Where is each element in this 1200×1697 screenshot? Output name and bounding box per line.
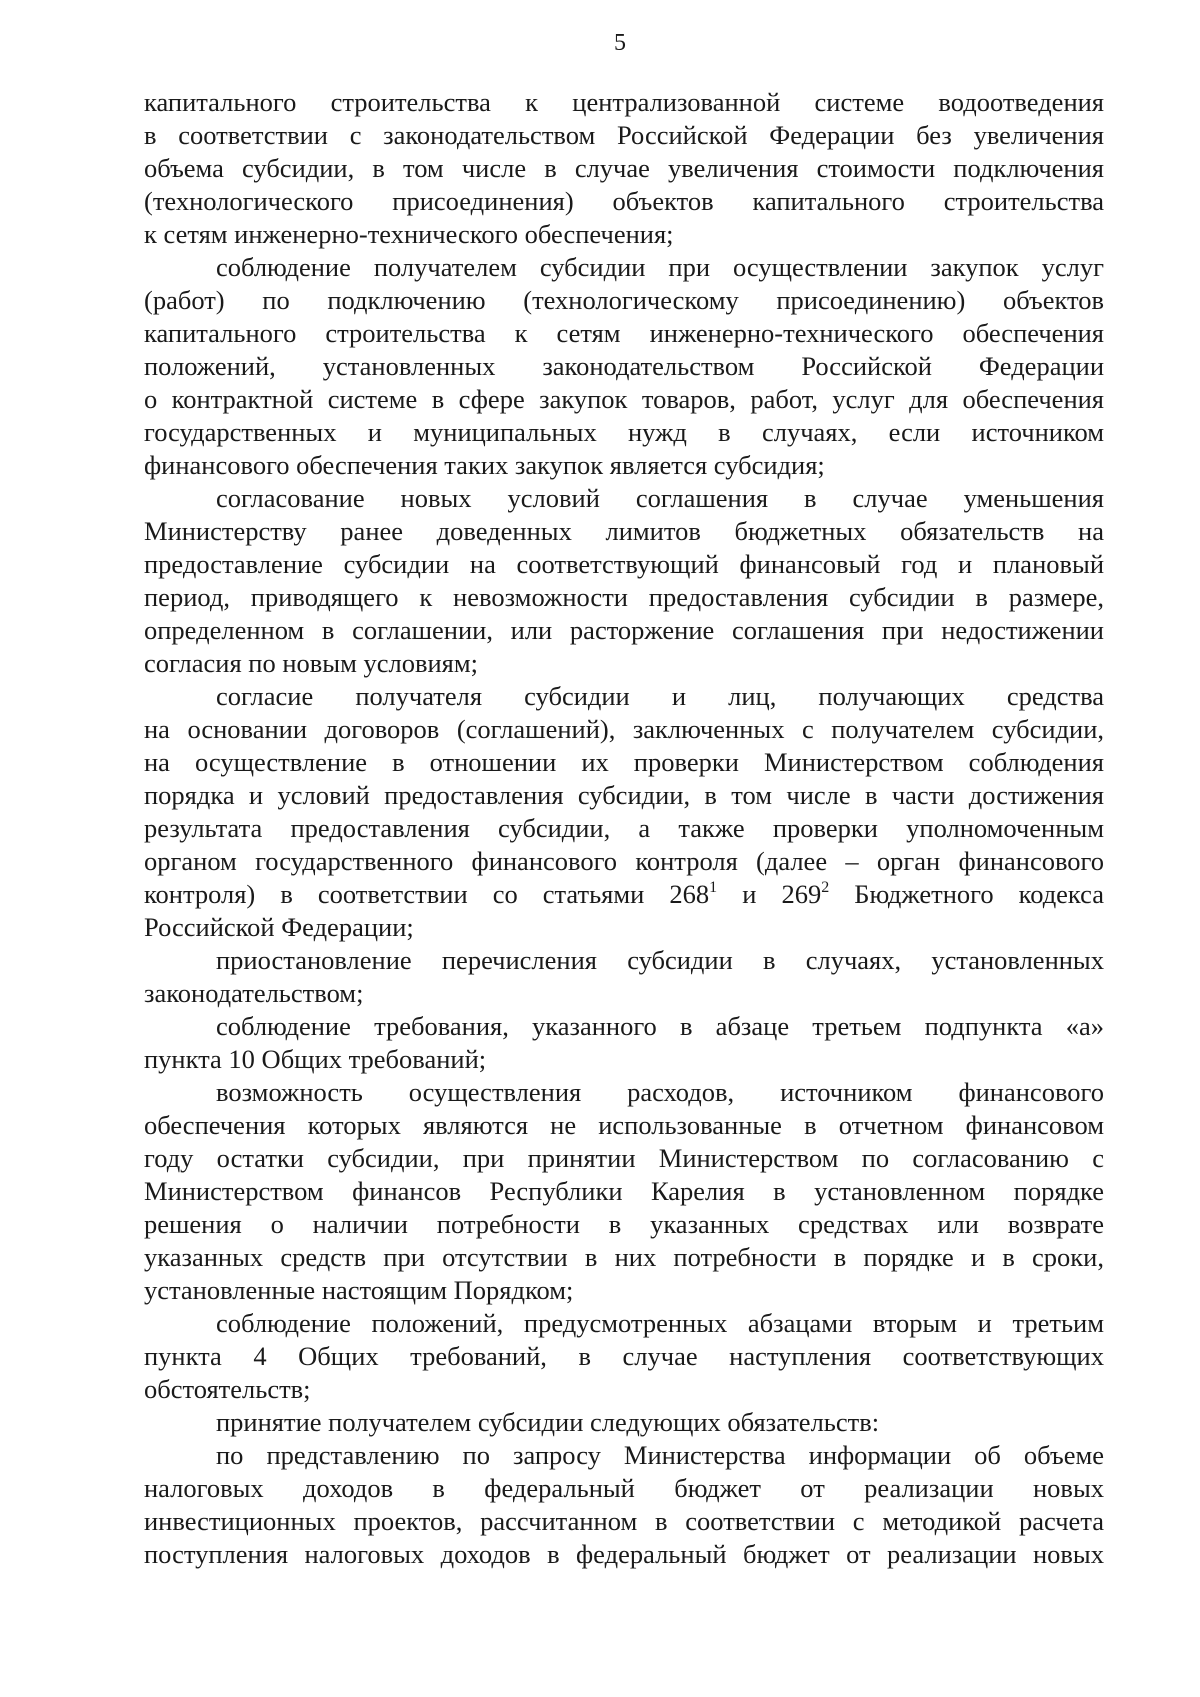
- text-line: (работ) по подключению (технологическому присоединению) объектов: [144, 285, 1104, 315]
- text-line: капитального строительства к централизованной системе водоотведения: [144, 87, 1104, 117]
- text-line: соблюдение требования, указанного в абзаце третьем подпункта «а»: [216, 1011, 1104, 1041]
- text-line: [144, 878, 1104, 911]
- text-line: поступления налоговых доходов в федеральный бюджет от реализации новых: [144, 1539, 1104, 1569]
- text-line: (технологического присоединения) объектов капитального строительства: [144, 186, 1104, 216]
- text-line: установленные настоящим Порядком;: [144, 1275, 574, 1305]
- text-line: согласия по новым условиям;: [144, 648, 478, 678]
- text-line: инвестиционных проектов, рассчитанном в соответствии с методикой расчета: [144, 1506, 1104, 1536]
- paragraph: [144, 1406, 1104, 1439]
- text-fragment: Бюджетного кодекса: [829, 879, 1104, 909]
- text-line: принятие получателем субсидии следующих обязательств:: [216, 1407, 880, 1437]
- text-line: в соответствии с законодательством Российской Федерации без увеличения: [144, 120, 1104, 150]
- text-line: согласование новых условий соглашения в случае уменьшения: [216, 483, 1104, 513]
- text-fragment: и 269: [717, 879, 822, 909]
- paragraph: [144, 944, 1104, 1010]
- superscript: 1: [709, 879, 718, 896]
- text-line: порядка и условий предоставления субсидии, в том числе в части достижения: [144, 780, 1104, 810]
- paragraph: [144, 1076, 1104, 1307]
- page-number: 5: [614, 30, 626, 56]
- text-line: налоговых доходов в федеральный бюджет от реализации новых: [144, 1473, 1104, 1503]
- paragraph: [144, 1010, 1104, 1076]
- text-line: пункта 10 Общих требований;: [144, 1044, 487, 1074]
- text-line: о контрактной системе в сфере закупок товаров, работ, услуг для обеспечения: [144, 384, 1104, 414]
- text-line: объема субсидии, в том числе в случае увеличения стоимости подключения: [144, 153, 1104, 183]
- text-line: положений, установленных законодательством Российской Федерации: [144, 351, 1104, 381]
- text-line: на основании договоров (соглашений), заключенных с получателем субсидии,: [144, 714, 1104, 744]
- text-line: капитального строительства к сетям инженерно-технического обеспечения: [144, 318, 1104, 348]
- text-line: период, приводящего к невозможности предоставления субсидии в размере,: [144, 582, 1104, 612]
- paragraph: [144, 680, 1104, 944]
- text-line: указанных средств при отсутствии в них потребности в порядке и в сроки,: [144, 1242, 1104, 1272]
- paragraph: [144, 1439, 1104, 1571]
- text-line: органом государственного финансового контроля (далее – орган финансового: [144, 846, 1104, 876]
- text-line: на осуществление в отношении их проверки Министерством соблюдения: [144, 747, 1104, 777]
- text-line: пункта 4 Общих требований, в случае наступления соответствующих: [144, 1341, 1104, 1371]
- paragraph: [144, 86, 1104, 251]
- superscript: 2: [821, 879, 830, 896]
- text-line: законодательством;: [144, 978, 364, 1008]
- text-line: возможность осуществления расходов, источником финансового: [216, 1077, 1104, 1107]
- text-fragment: контроля) в соответствии со статьями 268: [144, 879, 710, 909]
- text-line: Российской Федерации;: [144, 912, 414, 942]
- text-line: определенном в соглашении, или расторжение соглашения при недостижении: [144, 615, 1104, 645]
- text-line: согласие получателя субсидии и лиц, получающих средства: [216, 681, 1104, 711]
- text-line: обеспечения которых являются не использованные в отчетном финансовом: [144, 1110, 1104, 1140]
- text-line: решения о наличии потребности в указанных средствах или возврате: [144, 1209, 1104, 1239]
- paragraph: [144, 482, 1104, 680]
- text-line: по представлению по запросу Министерства информации об объеме: [216, 1440, 1104, 1470]
- text-line: к сетям инженерно-технического обеспечения;: [144, 219, 674, 249]
- text-line: Министерством финансов Республики Карелия в установленном порядке: [144, 1176, 1104, 1206]
- text-line: соблюдение получателем субсидии при осуществлении закупок услуг: [216, 252, 1104, 282]
- text-line: году остатки субсидии, при принятии Министерством по согласованию с: [144, 1143, 1104, 1173]
- text-line: приостановление перечисления субсидии в случаях, установленных: [216, 945, 1104, 975]
- text-line: предоставление субсидии на соответствующий финансовый год и плановый: [144, 549, 1104, 579]
- text-line: обстоятельств;: [144, 1374, 311, 1404]
- text-line: государственных и муниципальных нужд в случаях, если источником: [144, 417, 1104, 447]
- text-line: соблюдение положений, предусмотренных абзацами вторым и третьим: [216, 1308, 1104, 1338]
- document-body: [144, 86, 1104, 1571]
- text-line: результата предоставления субсидии, а также проверки уполномоченным: [144, 813, 1104, 843]
- text-line: Министерству ранее доведенных лимитов бюджетных обязательств на: [144, 516, 1104, 546]
- paragraph: [144, 251, 1104, 482]
- paragraph: [144, 1307, 1104, 1406]
- text-line: финансового обеспечения таких закупок является субсидия;: [144, 450, 825, 480]
